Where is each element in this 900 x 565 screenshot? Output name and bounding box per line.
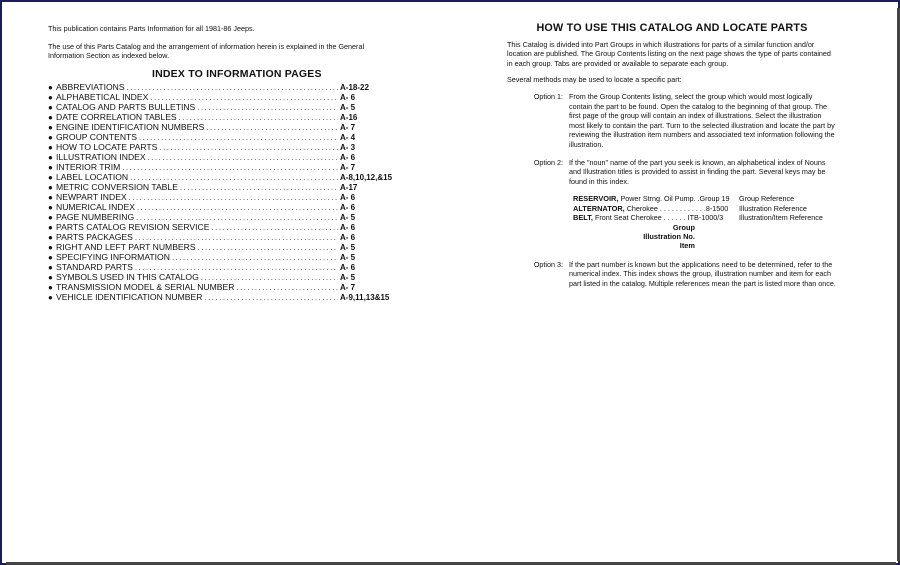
index-topic: HOW TO LOCATE PARTS — [56, 142, 158, 153]
index-title: INDEX TO INFORMATION PAGES — [152, 68, 322, 81]
intro-line-2: The use of this Parts Catalog and the arrangement of information herein is explained in the General Information Section as indexed below. — [48, 41, 365, 60]
index-entry — [48, 192, 388, 202]
dot-leader — [139, 133, 338, 143]
option-2-text: If the "noun" name of the part you seek is known, an alphabetical index of Nouns and Illustration titles is provided to assist in finding the part. Several keys may be found in this index. — [569, 157, 826, 186]
index-entry — [48, 162, 388, 172]
example-row — [573, 213, 837, 223]
example-note: Group Reference — [739, 194, 795, 204]
example-part-rest: Front Seat Cherokee . . . . . . ITB-1000/3 — [592, 213, 724, 223]
index-topic: ENGINE IDENTIFICATION NUMBERS — [56, 122, 205, 133]
bullet-icon: ● — [48, 143, 53, 153]
option-3 — [507, 260, 837, 289]
index-topic: GROUP CONTENTS — [56, 132, 138, 143]
index-topic: PARTS PACKAGES — [56, 232, 133, 243]
index-page-ref: A- 6 — [340, 193, 356, 203]
index-page-ref: A- 7 — [340, 283, 356, 293]
bullet-icon: ● — [48, 223, 53, 233]
index-entry — [48, 212, 388, 222]
intro-line-1: This publication contains Parts Information for all 1981-86 Jeeps. — [48, 24, 255, 33]
index-topic: INTERIOR TRIM — [56, 162, 121, 173]
index-topic: NUMERICAL INDEX — [56, 202, 135, 213]
bullet-icon: ● — [48, 183, 53, 193]
bullet-icon: ● — [48, 163, 53, 173]
dot-leader — [197, 103, 338, 113]
index-topic: PARTS CATALOG REVISION SERVICE — [56, 222, 210, 233]
bullet-icon: ● — [48, 253, 53, 263]
index-page-ref: A-16 — [340, 113, 358, 123]
dot-leader — [122, 163, 338, 173]
index-page-ref: A- 5 — [340, 103, 356, 113]
index-topic: ABBREVIATIONS — [56, 82, 125, 93]
index-topic: METRIC CONVERSION TABLE — [56, 182, 178, 193]
key-label-group: Group — [672, 222, 695, 232]
howto-paragraph-2: Several methods may be used to locate a specific part: — [507, 75, 682, 85]
index-entry — [48, 282, 388, 292]
index-topic: PAGE NUMBERING — [56, 212, 135, 223]
index-entry — [48, 92, 388, 102]
dot-leader — [204, 293, 338, 303]
option-2-label: Option 2: — [533, 157, 563, 167]
bullet-icon: ● — [48, 123, 53, 133]
index-topic: DATE CORRELATION TABLES — [56, 112, 177, 123]
bullet-icon: ● — [48, 233, 53, 243]
example-row — [573, 204, 837, 214]
example-note: Illustration/Item Reference — [739, 213, 823, 223]
dot-leader — [159, 143, 338, 153]
howto-paragraph-1: This Catalog is divided into Part Groups in which illustrations for parts of a similar function and/or location are published. The Group Contents listing on the next page shows the type of parts contained in each group. Tabs are provided or available to separate each group. — [507, 39, 831, 68]
dot-leader — [180, 183, 338, 193]
dot-leader — [206, 123, 338, 133]
example-entries — [573, 194, 837, 250]
dot-leader — [148, 153, 338, 163]
index-page-ref: A- 6 — [340, 233, 356, 243]
index-page-ref: A- 6 — [340, 203, 356, 213]
index-page-ref: A- 6 — [340, 263, 356, 273]
bullet-icon: ● — [48, 173, 53, 183]
index-page-ref: A- 3 — [340, 143, 356, 153]
index-entry — [48, 132, 388, 142]
index-entry — [48, 252, 388, 262]
index-topic: STANDARD PARTS — [56, 262, 133, 273]
bullet-icon: ● — [48, 83, 53, 93]
index-topic: TRANSMISSION MODEL & SERIAL NUMBER — [56, 282, 235, 293]
option-1 — [507, 92, 837, 150]
index-topic: SPECIFYING INFORMATION — [56, 252, 170, 263]
key-label-item: Item — [679, 240, 695, 250]
index-entry — [48, 242, 388, 252]
index-entry — [48, 82, 388, 92]
right-column — [507, 24, 837, 297]
index-topic: ALPHABETICAL INDEX — [56, 92, 149, 103]
example-part-bold: RESERVOIR, — [573, 194, 619, 204]
dot-leader — [198, 243, 338, 253]
index-entry — [48, 272, 388, 282]
left-column — [48, 24, 393, 303]
key-row — [573, 232, 837, 241]
key-label-illustration: Illustration No. — [643, 231, 695, 241]
index-entry — [48, 172, 393, 183]
index-page-ref: A- 7 — [340, 123, 356, 133]
index-entry — [48, 152, 388, 162]
index-entry — [48, 202, 388, 212]
bullet-icon: ● — [48, 243, 53, 253]
example-part-rest: Cherokee . . . . . . . . . . . .8-1500 — [624, 203, 729, 213]
index-entry — [48, 292, 388, 302]
bullet-icon: ● — [48, 273, 53, 283]
bullet-icon: ● — [48, 293, 53, 303]
index-topic: NEWPART INDEX — [56, 192, 127, 203]
index-topic: RIGHT AND LEFT PART NUMBERS — [56, 242, 196, 253]
key-row — [573, 241, 837, 250]
index-entry — [48, 122, 388, 132]
example-part-bold: BELT, — [573, 213, 593, 223]
index-entry — [48, 112, 388, 122]
index-page-ref: A- 5 — [340, 243, 356, 253]
index-page-ref: A- 6 — [340, 93, 356, 103]
index-topic: SYMBOLS USED IN THIS CATALOG — [56, 272, 199, 283]
index-entry — [48, 142, 388, 152]
dot-leader — [236, 283, 338, 293]
option-1-text: From the Group Contents listing, select the group which would most logically contain the part to be found. Open the catalog to the beginning of that group. The first page of the group will contain an index of illustrations. Select the illustration most likely to contain the part. Turn to the selected illustration and locate the part by reviewing the illustration item numbers and associated text information following the illustration. — [569, 91, 835, 149]
bullet-icon: ● — [48, 113, 53, 123]
bullet-icon: ● — [48, 203, 53, 213]
index-page-ref: A- 6 — [340, 223, 356, 233]
index-entry — [48, 262, 388, 272]
index-page-ref: A- 5 — [340, 273, 356, 283]
option-3-label: Option 3: — [533, 259, 563, 269]
example-part-rest: Power Strng. Oil Pump. .Group 19 — [618, 194, 730, 204]
index-page-ref: A- 7 — [340, 163, 356, 173]
example-part-bold: ALTERNATOR, — [573, 203, 625, 213]
bullet-icon: ● — [48, 263, 53, 273]
index-topic: VEHICLE IDENTIFICATION NUMBER — [56, 292, 203, 303]
index-page-ref: A- 4 — [340, 133, 356, 143]
dot-leader — [127, 83, 338, 93]
bullet-icon: ● — [48, 283, 53, 293]
example-row — [573, 194, 837, 204]
bullet-icon: ● — [48, 213, 53, 223]
bullet-icon: ● — [48, 133, 53, 143]
option-1-label: Option 1: — [533, 91, 563, 101]
example-note: Illustration Reference — [739, 203, 807, 213]
option-3-text: If the part number is known but the applications need to be determined, refer to the numerical index. This index shows the group, illustration number and item for each part listed in the catalog. Multiple references mean the part is listed more than once. — [569, 259, 836, 288]
dot-leader — [211, 223, 338, 233]
index-page-ref: A- 6 — [340, 153, 356, 163]
dot-leader — [172, 253, 338, 263]
bullet-icon: ● — [48, 93, 53, 103]
index-page-ref: A-18-22 — [340, 83, 369, 93]
index-list — [48, 82, 393, 303]
option-2 — [507, 158, 837, 187]
index-entry — [48, 222, 388, 232]
bullet-icon: ● — [48, 153, 53, 163]
index-topic: CATALOG AND PARTS BULLETINS — [56, 102, 196, 113]
howto-title: HOW TO USE THIS CATALOG AND LOCATE PARTS — [536, 22, 808, 34]
index-page-ref: A- 5 — [340, 253, 356, 263]
key-row — [573, 223, 837, 232]
dot-leader — [129, 193, 338, 203]
bullet-icon: ● — [48, 103, 53, 113]
index-entry — [48, 102, 388, 112]
index-page-ref: A- 5 — [340, 213, 356, 223]
index-topic: ILLUSTRATION INDEX — [56, 152, 146, 163]
bullet-icon: ● — [48, 193, 53, 203]
index-page-ref: A-8,10,12,&15 — [340, 173, 393, 183]
index-topic: LABEL LOCATION — [56, 172, 129, 183]
index-page-ref: A-17 — [340, 183, 358, 193]
index-page-ref: A-9,11,13&15 — [340, 293, 390, 303]
index-entry — [48, 182, 388, 192]
dot-leader — [137, 203, 338, 213]
index-entry — [48, 232, 388, 242]
